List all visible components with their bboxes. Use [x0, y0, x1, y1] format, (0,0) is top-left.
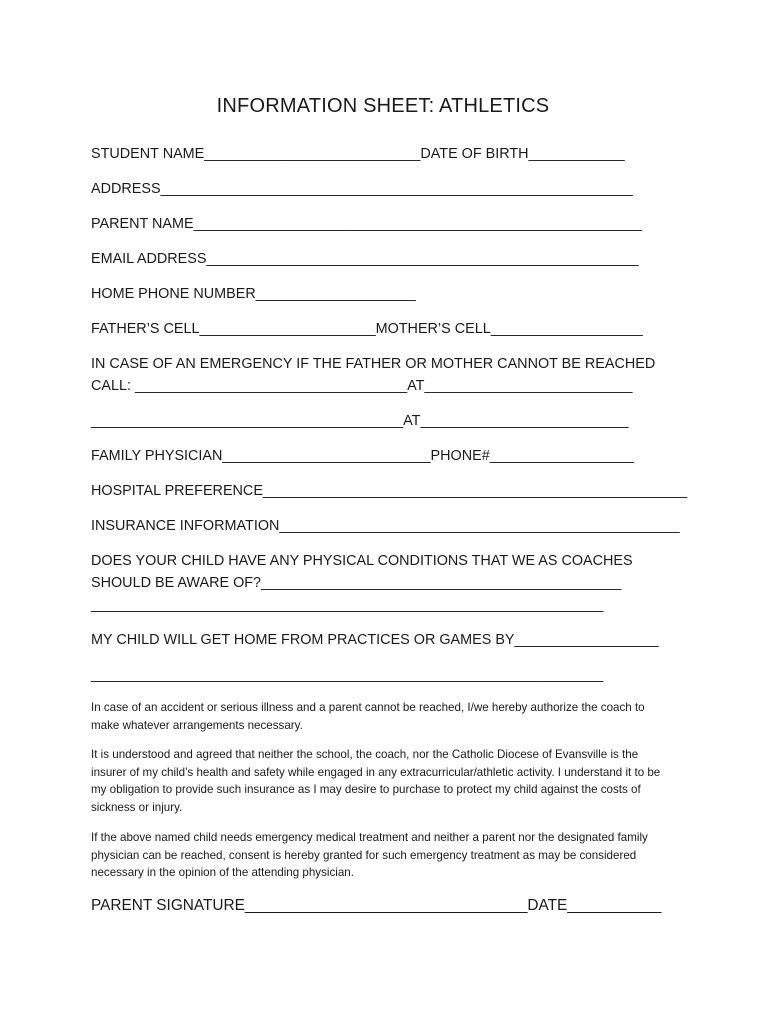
- date-of-birth-label: DATE OF BIRTH: [420, 146, 529, 162]
- home-transport-label: MY CHILD WILL GET HOME FROM PRACTICES OR GAMES BY: [91, 632, 515, 648]
- student-name-label: STUDENT NAME: [91, 146, 205, 162]
- home-transport-extra-field[interactable]: ________________________________________________________________: [91, 667, 604, 683]
- physical-conditions-extra-field[interactable]: ________________________________________________________________: [91, 597, 604, 613]
- physician-phone-label: PHONE#: [430, 448, 490, 464]
- home-phone-row: [91, 287, 416, 301]
- parent-signature-label: PARENT SIGNATURE: [91, 897, 245, 914]
- emergency-intro: [91, 357, 655, 371]
- parent-signature-row: [91, 898, 661, 913]
- email-address-label: EMAIL ADDRESS: [91, 251, 207, 267]
- insurance-information-row: [91, 519, 680, 533]
- emergency-second-at-field[interactable]: __________________________: [420, 413, 629, 429]
- parent-name-row: [91, 217, 642, 231]
- mothers-cell-label: MOTHER’S CELL: [375, 321, 491, 337]
- family-physician-row: [91, 449, 634, 463]
- hospital-preference-field[interactable]: _____________________________________________________: [262, 483, 688, 499]
- student-name-field[interactable]: ___________________________: [204, 146, 421, 162]
- email-address-field[interactable]: ______________________________________________________: [206, 251, 639, 267]
- physician-phone-field[interactable]: __________________: [489, 448, 634, 464]
- emergency-call-label: CALL:: [91, 378, 135, 394]
- mothers-cell-field[interactable]: ___________________: [490, 321, 643, 337]
- fathers-cell-label: FATHER’S CELL: [91, 321, 200, 337]
- address-row: [91, 182, 633, 196]
- family-physician-label: FAMILY PHYSICIAN: [91, 448, 223, 464]
- accident-authorization-paragraph: In case of an accident or serious illness and a parent cannot be reached, I/we hereby authorize the coach to make whatever arrangements necessary.: [91, 701, 645, 732]
- home-phone-label: HOME PHONE NUMBER: [91, 286, 256, 302]
- emergency-call-field[interactable]: __________________________________: [135, 378, 408, 394]
- address-field[interactable]: ___________________________________________________________: [160, 181, 633, 197]
- physical-conditions-field[interactable]: _____________________________________________: [261, 575, 622, 591]
- form-title: INFORMATION SHEET: ATHLETICS: [216, 95, 550, 117]
- emergency-second-field[interactable]: _______________________________________: [91, 413, 404, 429]
- emergency-intro-text: IN CASE OF AN EMERGENCY IF THE FATHER OR MOTHER CANNOT BE REACHED: [91, 356, 656, 372]
- physical-conditions-extra-row: [91, 598, 603, 612]
- emergency-call-row: [91, 379, 633, 393]
- hospital-preference-label: HOSPITAL PREFERENCE: [91, 483, 263, 499]
- address-label: ADDRESS: [91, 181, 161, 197]
- signature-date-field[interactable]: ___________: [567, 897, 662, 914]
- physical-conditions-row: [91, 576, 621, 590]
- parent-name-field[interactable]: ________________________________________________________: [193, 216, 642, 232]
- insurance-information-field[interactable]: __________________________________________________: [279, 518, 680, 534]
- physical-conditions-label: SHOULD BE AWARE OF?: [91, 575, 262, 591]
- emergency-at-field[interactable]: __________________________: [424, 378, 633, 394]
- parent-name-label: PARENT NAME: [91, 216, 194, 232]
- home-phone-field[interactable]: ____________________: [255, 286, 416, 302]
- family-physician-field[interactable]: __________________________: [222, 448, 431, 464]
- home-transport-row: [91, 633, 659, 647]
- parent-signature-field[interactable]: _________________________________: [244, 897, 528, 914]
- home-transport-extra-row: [91, 668, 603, 682]
- fathers-cell-field[interactable]: ______________________: [199, 321, 376, 337]
- emergency-second-at-label: AT: [403, 413, 421, 429]
- insurance-information-label: INSURANCE INFORMATION: [91, 518, 280, 534]
- emergency-at-label: AT: [407, 378, 425, 394]
- hospital-preference-row: [91, 484, 687, 498]
- physical-conditions-question: [91, 554, 633, 568]
- email-address-row: [91, 252, 639, 266]
- home-transport-field[interactable]: __________________: [514, 632, 659, 648]
- emergency-second-row: [91, 414, 629, 428]
- physical-conditions-text: DOES YOUR CHILD HAVE ANY PHYSICAL CONDITIONS THAT WE AS COACHES: [91, 553, 633, 569]
- signature-date-label: DATE: [527, 897, 568, 914]
- student-name-row: [91, 147, 625, 161]
- insurance-agreement-paragraph: It is understood and agreed that neither the school, the coach, nor the Catholic Diocese of Evansville is the insurer of my child’s health and safety while engaged in any extracurricular/athletic activity. I understand it to be my obligation to provide such insurance as I may desire to purchase to protect my child against the costs of sickness or injury.: [91, 748, 661, 814]
- parents-cell-row: [91, 322, 643, 336]
- emergency-consent-paragraph: If the above named child needs emergency medical treatment and neither a parent nor the designated family physician can be reached, consent is hereby granted for such emergency treatment as may be considered necessary in the opinion of the attending physician.: [91, 831, 648, 879]
- date-of-birth-field[interactable]: ____________: [528, 146, 625, 162]
